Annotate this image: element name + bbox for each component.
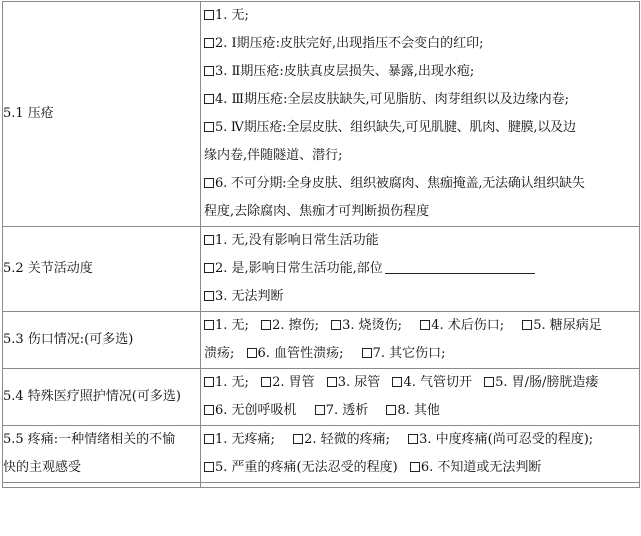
checkbox[interactable] xyxy=(293,434,303,444)
options-cell xyxy=(201,227,640,312)
checkbox[interactable] xyxy=(408,434,418,444)
section-row-5-3 xyxy=(3,312,640,369)
option-continuation: 程度,去除腐肉、焦痂才可判断损伤程度 xyxy=(204,204,430,219)
assessment-table xyxy=(2,1,640,488)
next-row-edge xyxy=(3,483,640,488)
checkbox[interactable] xyxy=(204,434,214,444)
options-cell xyxy=(201,426,640,483)
options-cell xyxy=(201,369,640,426)
checkbox[interactable] xyxy=(247,348,257,358)
option-line[interactable]: 5. Ⅳ期压疮:全层皮肤、组织缺失,可见肌腱、肌肉、腱膜,以及边 xyxy=(201,114,639,142)
checkbox[interactable] xyxy=(204,235,214,245)
option-line[interactable]: 4. Ⅲ期压疮:全层皮肤缺失,可见脂肪、肉芽组织以及边缘内卷; xyxy=(201,86,639,114)
checkbox[interactable] xyxy=(410,462,420,472)
checkbox[interactable] xyxy=(204,462,214,472)
checkbox[interactable] xyxy=(204,94,214,104)
checkbox[interactable] xyxy=(420,320,430,330)
checkbox[interactable] xyxy=(204,10,214,20)
checkbox[interactable] xyxy=(261,377,271,387)
section-label: 5.1 压疮 xyxy=(3,2,201,227)
checkbox[interactable] xyxy=(204,291,214,301)
section-row-5-2 xyxy=(3,227,640,312)
option-line: 5. 严重的疼痛(无法忍受的程度) 6. 不知道或无法判断 xyxy=(201,454,639,482)
checkbox[interactable] xyxy=(204,405,214,415)
option-line[interactable]: 1. 无,没有影响日常生活功能 xyxy=(201,227,639,255)
checkbox[interactable] xyxy=(362,348,372,358)
checkbox[interactable] xyxy=(204,66,214,76)
section-row-5-1 xyxy=(3,2,640,227)
section-label: 5.4 特殊医疗照护情况(可多选) xyxy=(3,369,201,426)
section-label: 5.5 疼痛:一种情绪相关的不愉 快的主观感受 xyxy=(3,426,201,483)
option-line: 溃疡; 6. 血管性溃疡; 7. 其它伤口; xyxy=(204,346,446,361)
section-label: 5.3 伤口情况:(可多选) xyxy=(3,312,201,369)
checkbox[interactable] xyxy=(261,320,271,330)
checkbox[interactable] xyxy=(204,320,214,330)
checkbox[interactable] xyxy=(331,320,341,330)
option-line[interactable]: 3. 无法判断 xyxy=(201,283,639,311)
option-line[interactable]: 1. 无; xyxy=(201,2,639,30)
option-line: 1. 无; 2. 擦伤; 3. 烧烫伤; 4. 术后伤口; 5. 糖尿病足 xyxy=(201,312,639,340)
section-label: 5.2 关节活动度 xyxy=(3,227,201,312)
checkbox[interactable] xyxy=(204,122,214,132)
options-cell xyxy=(201,312,640,369)
option-line: 6. 无创呼吸机 7. 透析 8. 其他 xyxy=(201,397,639,425)
checkbox[interactable] xyxy=(204,377,214,387)
checkbox[interactable] xyxy=(392,377,402,387)
checkbox[interactable] xyxy=(204,263,214,273)
checkbox[interactable] xyxy=(315,405,325,415)
checkbox[interactable] xyxy=(522,320,532,330)
section-row-5-4 xyxy=(3,369,640,426)
options-cell xyxy=(201,2,640,227)
option-line: 1. 无; 2. 胃管 3. 尿管 4. 气管切开 5. 胃/肠/膀胱造瘘 xyxy=(201,369,639,397)
option-continuation: 缘内卷,伴随隧道、潜行; xyxy=(204,148,343,163)
option-line: 1. 无疼痛; 2. 轻微的疼痛; 3. 中度疼痛(尚可忍受的程度); xyxy=(201,426,639,454)
section-row-5-5 xyxy=(3,426,640,483)
option-line[interactable]: 2. Ⅰ期压疮:皮肤完好,出现指压不会变白的红印; xyxy=(201,30,639,58)
option-line[interactable]: 3. Ⅱ期压疮:皮肤真皮层损失、暴露,出现水疱; xyxy=(201,58,639,86)
option-line[interactable]: 2. 是,影响日常生活功能,部位 xyxy=(201,255,639,283)
checkbox[interactable] xyxy=(484,377,494,387)
location-blank-field[interactable] xyxy=(385,259,535,274)
option-line[interactable]: 6. 不可分期:全身皮肤、组织被腐肉、焦痂掩盖,无法确认组织缺失 xyxy=(201,170,639,198)
checkbox[interactable] xyxy=(386,405,396,415)
checkbox[interactable] xyxy=(204,178,214,188)
checkbox[interactable] xyxy=(204,38,214,48)
checkbox[interactable] xyxy=(327,377,337,387)
